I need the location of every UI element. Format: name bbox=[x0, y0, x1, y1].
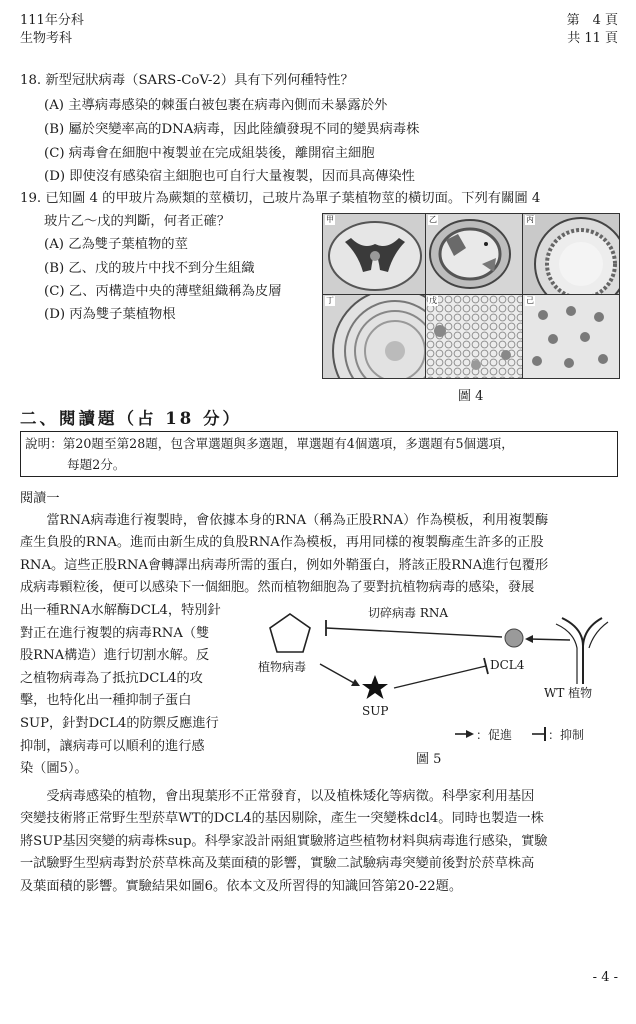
section2-title: 二、閱讀題（占 18 分） bbox=[20, 409, 242, 428]
figure5-caption: 圖 5 bbox=[416, 752, 442, 767]
q18-option-c: (C) 病毒會在細胞中複製並在完成組裝後，離開宿主細胞 bbox=[44, 146, 375, 161]
instructions-line2: 每題2分。 bbox=[67, 457, 126, 472]
reading1-wrap-line: 股RNA構造）進行切割水解。反 bbox=[20, 648, 210, 664]
label-wt-plant: WT 植物 bbox=[544, 686, 593, 700]
promote-arrowhead bbox=[525, 635, 533, 643]
q19-option-a: (A) 乙為雙子葉植物的莖 bbox=[44, 237, 188, 252]
legend-promote-arrow bbox=[466, 730, 474, 738]
reading1-wrap-line: 之植物病毒為了抵抗DCL4的攻 bbox=[20, 670, 203, 686]
reading1-p2-line: 一試驗野生型病毒對於菸草株高及葉面積的影響，實驗二試驗病毒突變前後對於菸草株高 bbox=[20, 856, 535, 872]
micrograph-yi bbox=[425, 213, 523, 295]
label-cut-rna: 切碎病毒 RNA bbox=[368, 606, 449, 620]
sup-star-icon bbox=[362, 675, 388, 699]
legend-promote-label: ：促進 bbox=[476, 728, 513, 742]
figure4-caption: 圖 4 bbox=[458, 389, 484, 404]
monocot-stem-section-image bbox=[523, 295, 619, 378]
q19-stem-line1: 19. 已知圖 4 的甲玻片為蕨類的莖橫切，己玻片為單子葉植物莖的橫切面。下列有關圖 4 bbox=[20, 191, 541, 206]
instructions-box bbox=[20, 431, 618, 477]
legend-inhibit-label: ：抑制 bbox=[548, 728, 585, 742]
reading1-wrapped-text bbox=[20, 600, 246, 781]
reading1-p2-line: 受病毒感染的植物，會出現葉形不正常發育，以及植株矮化等病徵。科學家利用基因 bbox=[20, 789, 535, 804]
reading1-p1-line: 成病毒顆粒後，便可以感染下一個細胞。然而植物細胞為了要對抗植物病毒的感染，發展 bbox=[20, 580, 535, 596]
micrograph-label-bing: 丙 bbox=[526, 215, 534, 224]
micrograph-bing bbox=[522, 213, 620, 295]
label-sup: SUP bbox=[362, 704, 389, 718]
q18-stem: 18. 新型冠狀病毒（SARS-CoV-2）具有下列何種特性？ bbox=[20, 73, 354, 88]
wt-plant-icon bbox=[562, 618, 602, 684]
dcl4-circle-icon bbox=[505, 629, 523, 647]
reading1-paragraph2 bbox=[20, 786, 547, 898]
header-page-current: 第 4 頁 bbox=[566, 13, 618, 28]
micrograph-label-ding: 丁 bbox=[326, 296, 334, 305]
reading1-heading: 閱讀一 bbox=[20, 491, 60, 506]
label-plant-virus: 植物病毒 bbox=[258, 660, 307, 674]
reading1-wrap-line: 染（圖5）。 bbox=[20, 761, 88, 777]
micrograph-label-wu: 戊 bbox=[429, 296, 437, 305]
reading1-p1-line: RNA。這些正股RNA會轉譯出病毒所需的蛋白，例如外鞘蛋白，將該正股RNA進行包覆形 bbox=[20, 557, 549, 573]
header-subject-year: 111年分科 bbox=[20, 13, 84, 28]
page-number: - 4 - bbox=[592, 970, 618, 985]
micrograph-ding bbox=[322, 294, 426, 379]
q19-option-d: (D) 丙為雙子葉植物根 bbox=[44, 307, 176, 322]
q19-stem-line2: 玻片乙～戊的判斷，何者正確？ bbox=[44, 214, 231, 229]
inhibit-rna-line bbox=[326, 628, 502, 637]
label-dcl4: DCL4 bbox=[490, 658, 525, 672]
instructions-line1: 說明：第20題至第28題，包含單選題與多選題，單選題有4個選項，多選題有5個選項， bbox=[25, 436, 514, 451]
micrograph-label-jia: 甲 bbox=[326, 215, 334, 224]
micrograph-ji bbox=[522, 294, 620, 379]
micrograph-jia bbox=[322, 213, 426, 295]
reading1-wrap-line: 對正在進行複製的病毒RNA（雙 bbox=[20, 625, 210, 641]
stem-section-ding-image bbox=[323, 295, 425, 378]
reading1-p2-line: 將SUP基因突變的病毒株sup。科學家設計兩組實驗將這些植物材料與病毒進行感染，實驗 bbox=[20, 833, 548, 849]
fern-stem-section-image bbox=[323, 214, 425, 294]
reading1-wrap-line: 抑制，讓病毒可以順利的進行感 bbox=[20, 738, 205, 754]
figure5-diagram bbox=[250, 600, 618, 768]
micrograph-label-ji: 己 bbox=[526, 296, 534, 305]
q18-option-d: (D) 即使沒有感染宿主細胞也可自行大量複製，因而具高傳染性 bbox=[44, 169, 415, 184]
header-subject-name: 生物考科 bbox=[20, 31, 73, 46]
stem-section-yi-image bbox=[426, 214, 522, 294]
virus-pentagon-icon bbox=[270, 614, 310, 652]
micrograph-wu bbox=[425, 294, 523, 379]
q18-option-b: (B) 屬於突變率高的DNA病毒，因此陸續發現不同的變異病毒株 bbox=[44, 122, 420, 137]
stem-section-wu-image bbox=[426, 295, 522, 378]
q19-option-c: (C) 乙、丙構造中央的薄壁組織稱為皮層 bbox=[44, 284, 282, 299]
q19-option-b: (B) 乙、戊的玻片中找不到分生組織 bbox=[44, 261, 255, 276]
stem-section-bing-image bbox=[523, 214, 619, 294]
micrograph-label-yi: 乙 bbox=[429, 215, 437, 224]
reading1-p1-line: 產生負股的RNA。進而由新生成的負股RNA作為模板，再用同樣的複製酶產生許多的正股 bbox=[20, 535, 544, 551]
reading1-p2-line: 突變技術將正常野生型菸草WT的DCL4的基因剔除，產生一突變株dcl4。同時也製造一株 bbox=[20, 811, 544, 827]
reading1-p2-line: 及葉面積的影響。實驗結果如圖6。依本文及所習得的知識回答第20-22題。 bbox=[20, 878, 463, 894]
reading1-wrap-line: 出一種RNA水解酶DCL4，特別針 bbox=[20, 603, 221, 618]
reading1-wrap-line: 擊，也特化出一種抑制子蛋白 bbox=[20, 693, 192, 709]
reading1-paragraph1 bbox=[20, 510, 548, 600]
reading1-wrap-line: SUP，針對DCL4的防禦反應進行 bbox=[20, 715, 219, 731]
header-page-total: 共 11 頁 bbox=[567, 31, 618, 46]
reading1-p1-line: 當RNA病毒進行複製時，會依據本身的RNA（稱為正股RNA）作為模板，利用複製酶 bbox=[20, 513, 549, 528]
q18-option-a: (A) 主導病毒感染的棘蛋白被包裹在病毒內側而未暴露於外 bbox=[44, 98, 388, 113]
